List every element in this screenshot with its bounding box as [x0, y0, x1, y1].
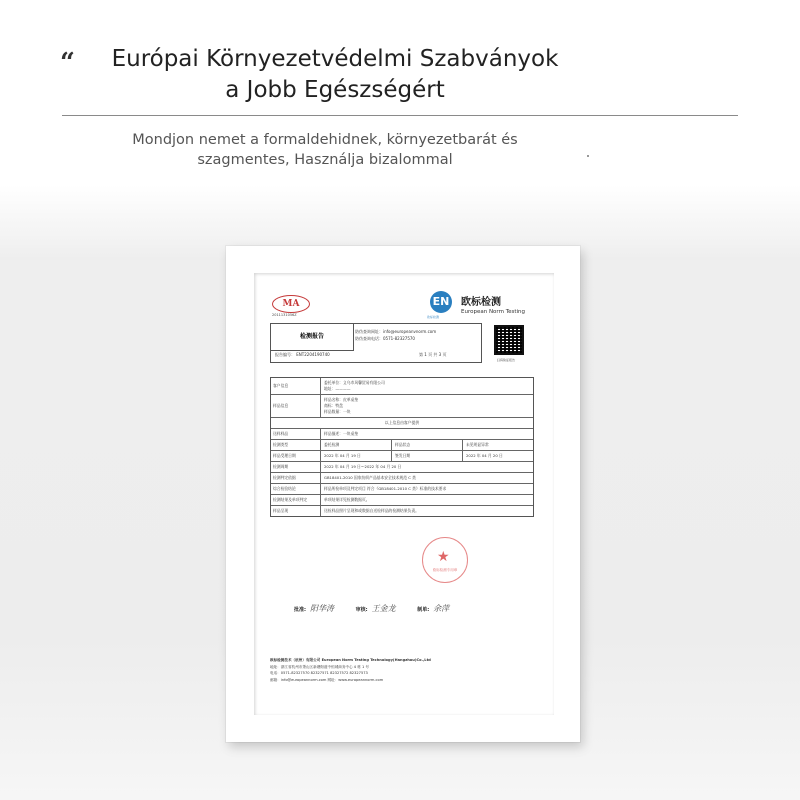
row-cell: 2022 年 04 月 19 日: [321, 451, 392, 461]
cma-logo: MA: [272, 295, 310, 313]
footer-address: 地址：浙江省杭州市萧山区新塘街道中恒城商务中心 4 栋 1 号: [270, 664, 369, 669]
query-phone: 防伪查询电话：0571-82327570: [355, 336, 415, 341]
table-row: [271, 495, 533, 506]
brand-name-cn: 欧标检测: [461, 297, 501, 308]
qr-code: [494, 325, 524, 355]
signature-row: [294, 603, 534, 614]
footer-company: 欧标检测技术（杭州）有限公司 European Norm Testing Technology(Hangzhou)Co.,Ltd: [270, 658, 431, 662]
row-label: 送样样品: [271, 429, 321, 439]
table-row: [271, 429, 533, 440]
row-cell: 委托检测: [321, 440, 392, 450]
row-label: 检测判定依据: [271, 473, 321, 483]
table-row: [271, 395, 533, 418]
qr-caption: 扫码验证报告: [497, 358, 516, 362]
en-logo-icon: EN: [430, 291, 452, 313]
row-value: 委托单位：义乌市风馨贸易有限公司 地址：————: [324, 380, 385, 391]
row-cell: 签发日期: [392, 451, 463, 461]
report-header-box: [270, 323, 482, 363]
brand-name-en: European Norm Testing: [461, 309, 526, 315]
cma-code: 2011131056Z: [272, 313, 297, 317]
query-info: [355, 328, 436, 342]
table-row: [271, 451, 533, 462]
report-number: 报告编号： ENT2204190740: [275, 352, 330, 357]
row-label: 样品呈现: [271, 506, 321, 516]
quote-mark-icon: “: [60, 48, 75, 78]
official-stamp: [422, 537, 468, 583]
page-number: 第 1 页 共 3 页: [419, 352, 447, 357]
row-value: 样品所检单项及判定项目 符合《GB18401-2010 C 类》标准的技术要求: [324, 486, 447, 491]
row-value: GB18401-2010 国家纺织产品基本安全技术规范 C 类: [324, 475, 416, 480]
approved-label: 批准:: [294, 607, 306, 613]
company-footer: [270, 657, 532, 683]
table-note: 以上信息由客户提供: [384, 420, 420, 425]
footer-email: 邮箱：info@europeannorm.com 网址：www.europeannorm.com: [270, 677, 384, 682]
subtitle-line-1: Mondjon nemet a formaldehidnek, környezetbarát és: [132, 132, 518, 148]
row-label: 样品受理日期: [271, 451, 321, 461]
row-label: 样品信息: [271, 395, 321, 417]
row-cells: [321, 451, 533, 461]
row-value: 送检样品照片呈现和或数据自送检样品的检测结果负责。: [324, 508, 419, 513]
star-icon: ★: [437, 549, 450, 565]
query-site: 防伪查询网址：info@europeanvnorm.com: [355, 329, 437, 334]
subtitle-line-2: szagmentes, Használja bizalommal: [197, 152, 453, 168]
certificate-document: [254, 273, 554, 715]
title-line-1: Európai Környezetvédelmi Szabványok: [111, 46, 559, 72]
row-label: 客户信息: [271, 378, 321, 394]
row-value: 样品描述：一块桌垫: [324, 431, 359, 436]
row-cell: 2022 年 04 月 20 日: [466, 453, 503, 458]
dot-mark: [587, 155, 589, 157]
row-cells: [321, 440, 533, 450]
footer-phone: 电话：0571-82327570 82327571 82327572 82327573: [270, 671, 368, 675]
table-row: [271, 418, 533, 429]
table-row: [271, 378, 533, 395]
row-value: 样品名称：皮革桌垫 商标：特盘 样品数量：一块: [324, 397, 359, 414]
row-label: 检测结果及单项判定: [271, 495, 321, 505]
prepared-signature: 余萍: [433, 604, 450, 613]
table-row: [271, 473, 533, 484]
row-label: 检测类型: [271, 440, 321, 450]
row-cell: 样品状态: [392, 440, 463, 450]
table-row: [271, 462, 533, 473]
report-title: 检测报告: [271, 324, 354, 351]
table-row: [271, 506, 533, 516]
reviewed-signature: 王金龙: [371, 604, 396, 613]
row-cell: 未见明显异常: [466, 442, 489, 447]
en-logo-caption: 欧标检测: [427, 315, 440, 319]
approved-signature: 阳华涛: [310, 604, 334, 613]
title-line-2: a Jobb Egészségért: [225, 77, 445, 103]
divider: [62, 115, 738, 116]
page-title: [70, 44, 600, 106]
subtitle: [110, 130, 540, 170]
row-label: 检测周期: [271, 462, 321, 472]
report-table: [270, 377, 534, 517]
table-row: [271, 484, 533, 495]
stamp-text: 欧标检测专用章: [432, 568, 458, 572]
row-label: 综合检验结论: [271, 484, 321, 494]
row-value: 单项结果详见检测数据页。: [324, 497, 370, 502]
row-value: 2022 年 04 月 19 日～2022 年 04 月 20 日: [324, 464, 402, 469]
reviewed-label: 审核:: [355, 607, 368, 613]
table-row: [271, 440, 533, 451]
prepared-label: 制单:: [417, 607, 430, 613]
